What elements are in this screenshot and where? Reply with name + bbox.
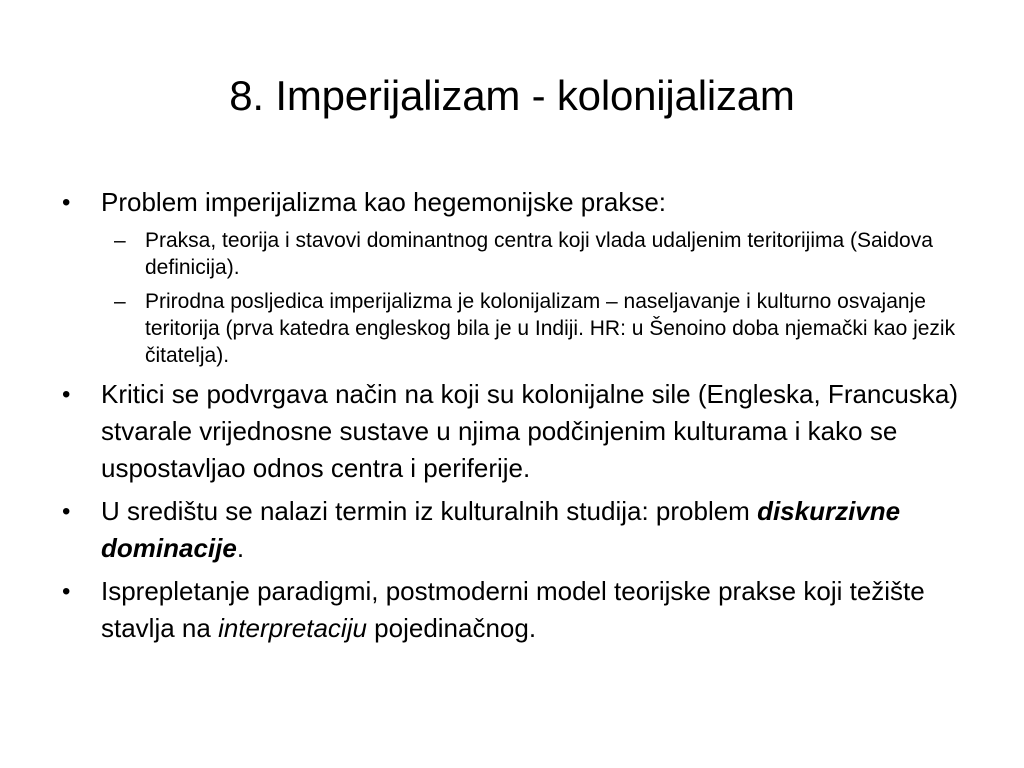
bullet-text: Problem imperijalizma kao hegemonijske prakse: <box>101 187 667 217</box>
dash-icon: – <box>114 229 126 252</box>
sub-item-2 <box>60 288 980 369</box>
sub-item-text: Praksa, teorija i stavovi dominantnog centra koji vlada udaljenim teritorijima (Saidova definicija). <box>145 229 933 279</box>
bullet-text: Kritici se podvrgava način na koji su kolonijalne sile (Engleska, Francuska) stvarale vrijednosne sustave u njima podčinjenim kulturama i kako se uspostavljao odnos centra i periferije. <box>101 379 958 483</box>
slide-title: 8. Imperijalizam - kolonijalizam <box>229 72 795 119</box>
bullet-icon: • <box>62 578 71 605</box>
bullet-icon: • <box>62 381 71 408</box>
bullet-text-before: Isprepletanje paradigmi, postmoderni model teorijske prakse koji težište stavlja na <box>101 576 925 643</box>
sub-item-1 <box>60 227 980 281</box>
bullet-item-3 <box>60 493 980 567</box>
bullet-text-after: pojedinačnog. <box>366 613 537 643</box>
emphasis-term: interpretaciju <box>218 613 367 643</box>
bullet-item-2 <box>60 376 980 487</box>
emphasis-term: diskurzivne dominacije <box>101 496 901 563</box>
bullet-text-after: . <box>236 533 245 563</box>
bullet-item-4 <box>60 573 980 647</box>
bullet-text-before: U središtu se nalazi termin iz kulturalnih studija: problem <box>101 496 758 526</box>
bullet-icon: • <box>62 189 71 216</box>
bullet-item-1 <box>60 184 980 221</box>
dash-icon: – <box>114 290 126 313</box>
sub-item-text: Prirodna posljedica imperijalizma je kolonijalizam – naseljavanje i kulturno osvajanje teritorija (prva katedra engleskog bila je u Indiji. HR: u Šenoino doba njemački kao jezik čitatelja). <box>145 290 956 367</box>
slide-content <box>60 184 980 653</box>
bullet-icon: • <box>62 498 71 525</box>
